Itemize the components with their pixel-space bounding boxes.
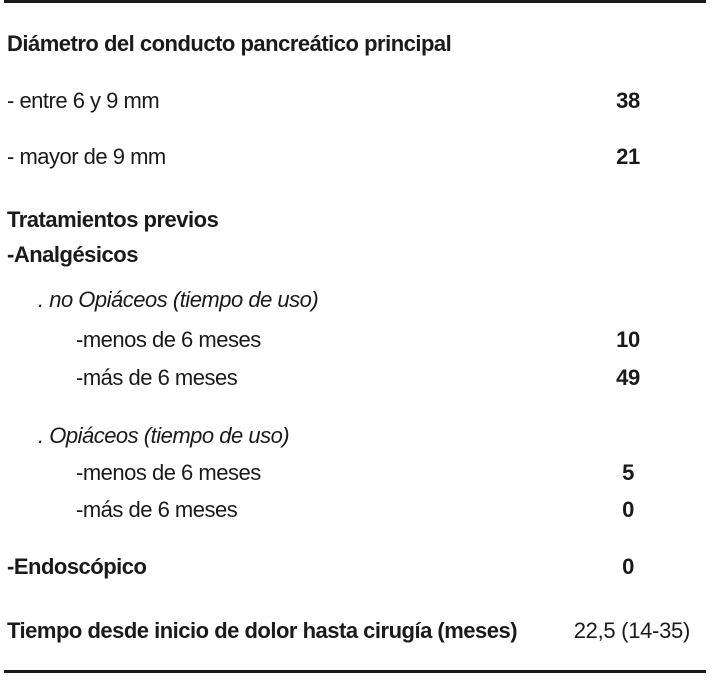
analgesicos-row — [0, 240, 716, 270]
bottom-rule — [4, 670, 706, 673]
analgesicos-label: -Analgésicos — [7, 242, 138, 267]
opiaceos-subheading-row — [0, 421, 716, 451]
row-value: 21 — [616, 144, 640, 169]
table-row — [0, 142, 716, 172]
tiempo-dolor-row — [0, 616, 716, 646]
row-label: - mayor de 9 mm — [7, 144, 166, 169]
opiaceos-label: . Opiáceos (tiempo de uso) — [38, 423, 290, 448]
tiempo-dolor-label: Tiempo desde inicio de dolor hasta cirugía (meses) — [7, 618, 518, 643]
row-value: 10 — [616, 327, 640, 352]
row-value: 49 — [616, 365, 640, 390]
table-row — [0, 86, 716, 116]
row-value: 5 — [622, 460, 634, 485]
no-opiaceos-label: . no Opiáceos (tiempo de uso) — [38, 287, 319, 312]
top-rule — [4, 0, 706, 3]
table-row — [0, 325, 716, 355]
row-label: -más de 6 meses — [76, 365, 238, 390]
row-value: 0 — [622, 497, 634, 522]
diametro-heading-row — [0, 29, 716, 59]
endoscopico-label: -Endoscópico — [7, 554, 147, 579]
row-label: - entre 6 y 9 mm — [7, 88, 160, 113]
row-label: -menos de 6 meses — [76, 460, 261, 485]
no-opiaceos-subheading-row — [0, 285, 716, 315]
diametro-heading: Diámetro del conducto pancreático principal — [7, 31, 452, 56]
table-row — [0, 363, 716, 393]
endoscopico-value: 0 — [622, 554, 634, 579]
table-row — [0, 495, 716, 525]
row-value: 38 — [616, 88, 640, 113]
tiempo-dolor-value: 22,5 (14-35) — [573, 618, 690, 643]
tratamientos-heading: Tratamientos previos — [7, 207, 219, 232]
row-label: -menos de 6 meses — [76, 327, 261, 352]
row-label: -más de 6 meses — [76, 497, 238, 522]
tratamientos-heading-row — [0, 205, 716, 235]
table-row — [0, 458, 716, 488]
endoscopico-row — [0, 552, 716, 582]
